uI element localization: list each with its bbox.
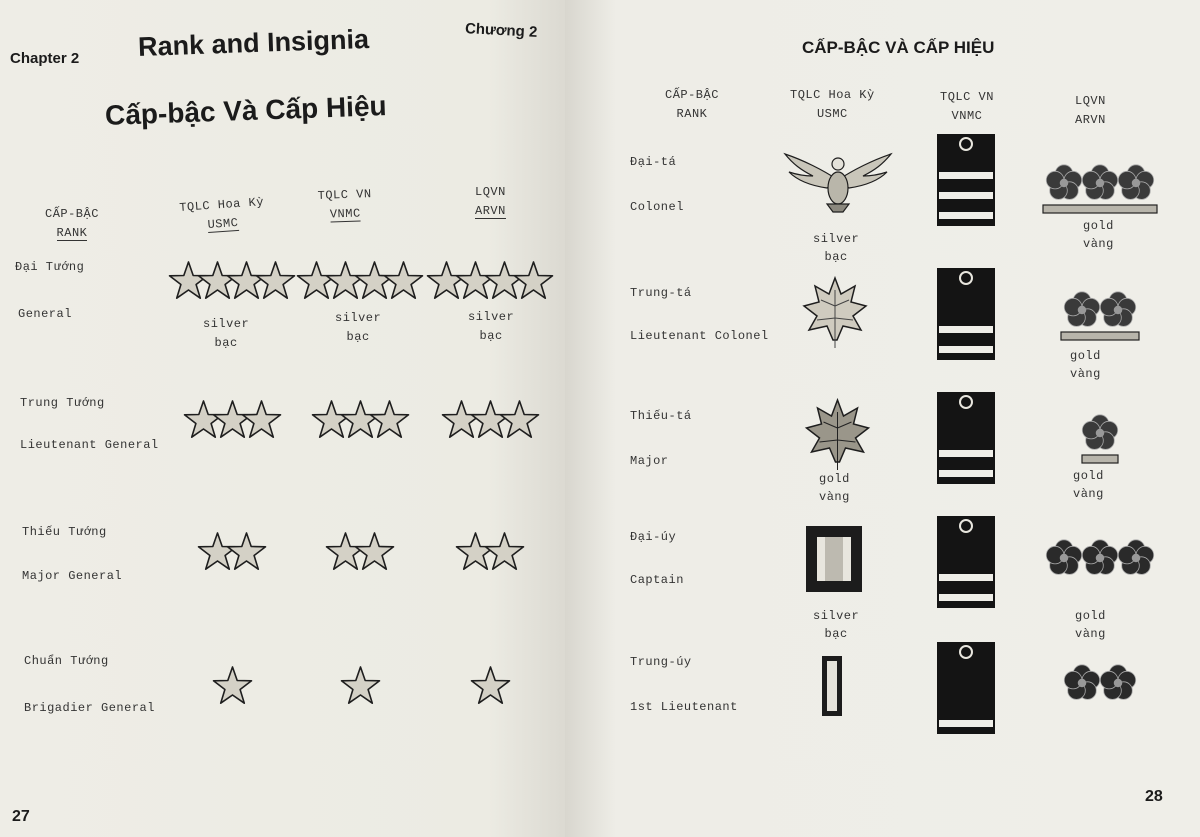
board-stripe — [939, 450, 993, 457]
star-icon — [457, 533, 495, 569]
rank-en-brig-general: Brigadier General — [24, 701, 155, 715]
board-stripe — [939, 574, 993, 581]
page-number-right: 28 — [1145, 788, 1163, 805]
gold-bar — [1061, 332, 1139, 340]
title-en: Rank and Insignia — [137, 23, 370, 63]
star-icon — [228, 533, 266, 569]
flower-center — [1114, 679, 1123, 688]
page-number-left: 27 — [12, 808, 30, 825]
star-icon — [199, 533, 237, 569]
vnmc-header: TQLC VN VNMC — [317, 187, 372, 222]
star-icon — [199, 262, 237, 298]
star-group — [326, 531, 394, 575]
board-stripe — [939, 346, 993, 353]
captain-gold-note: gold vàng — [1075, 609, 1106, 641]
star-icon — [356, 262, 394, 298]
star-icon — [213, 667, 251, 703]
arvn-header-right: LQVN ARVN — [1075, 94, 1106, 127]
star-icon — [486, 533, 524, 569]
vnmc-header-right: TQLC VN VNMC — [940, 90, 994, 123]
rank-vn-colonel: Đại-tá — [630, 155, 677, 169]
star-group — [442, 399, 539, 443]
oak-leaf-gold-insignia — [803, 398, 873, 473]
rank-vn-major: Thiếu-tá — [630, 409, 692, 423]
vnmc-silver-note: silver bạc — [335, 311, 382, 344]
usmc-header: TQLC Hoa Kỳ USMC — [178, 195, 265, 233]
board-stripe — [939, 326, 993, 333]
shoulder-board — [935, 264, 997, 362]
flower-center — [1096, 429, 1105, 438]
board-stripe — [939, 720, 993, 727]
rank-en-maj-general: Major General — [22, 569, 123, 583]
star-icon — [312, 401, 350, 437]
rank-en-major: Major — [630, 454, 669, 468]
rank-en-lt-colonel: Lieutenant Colonel — [630, 329, 769, 343]
colonel-gold-note: gold vàng — [1083, 219, 1114, 251]
arvn-flower-group — [1040, 292, 1160, 352]
rank-en-captain: Captain — [630, 573, 684, 587]
board-stripe — [939, 212, 993, 219]
star-group — [456, 531, 524, 575]
flower-center — [1078, 306, 1087, 315]
star-icon — [298, 262, 336, 298]
shoulder-board — [935, 130, 997, 228]
major-gold-note: gold vàng — [819, 472, 850, 504]
rank-vn-lt-general: Trung Tướng — [20, 396, 105, 410]
star-icon — [385, 262, 423, 298]
star-icon — [428, 262, 466, 298]
star-icon — [442, 401, 480, 437]
star-icon — [228, 262, 266, 298]
rank-en-colonel: Colonel — [630, 200, 684, 214]
usmc-header-right: TQLC Hoa Kỳ USMC — [790, 88, 875, 121]
gold-bar — [1043, 205, 1157, 213]
colonel-silver-note: silver bạc — [813, 232, 860, 264]
star-icon — [471, 667, 509, 703]
single-bar-insignia — [821, 655, 843, 717]
star-icon — [486, 262, 524, 298]
star-icon — [213, 401, 251, 437]
board-stripe — [939, 470, 993, 477]
major-arvn-gold-note: gold vàng — [1073, 469, 1104, 501]
flower-center — [1132, 179, 1141, 188]
star-group — [169, 260, 295, 304]
star-icon — [341, 401, 379, 437]
right-page — [565, 0, 1200, 837]
gold-bar — [1082, 455, 1118, 463]
star-icon — [327, 533, 365, 569]
oak-leaf-silver-insignia — [803, 276, 868, 351]
arvn-silver-note: silver bạc — [468, 310, 515, 343]
lt-colonel-gold-note: gold vàng — [1070, 349, 1101, 381]
flower-center — [1096, 554, 1105, 563]
rank-en-lt-general: Lieutenant General — [20, 438, 159, 452]
arvn-flower-group — [1040, 665, 1160, 725]
flower-center — [1114, 306, 1123, 315]
board-stripe — [939, 192, 993, 199]
star-icon — [257, 262, 295, 298]
star-icon — [457, 262, 495, 298]
rank-header: CẤP-BẬC RANK — [45, 207, 99, 240]
chapter-label: Chapter 2 — [10, 50, 80, 67]
flower-center — [1078, 679, 1087, 688]
board-stripe — [939, 594, 993, 601]
star-icon — [500, 401, 538, 437]
star-group — [198, 531, 266, 575]
right-title: CẤP-BẬC VÀ CẤP HIỆU — [802, 38, 995, 57]
star-group — [427, 260, 553, 304]
star-icon — [341, 667, 379, 703]
chuong-label: Chương 2 — [464, 20, 538, 41]
arvn-flower-group — [1040, 540, 1160, 600]
star-icon — [471, 401, 509, 437]
captain-silver-note: silver bạc — [813, 609, 860, 641]
star-group — [213, 665, 252, 709]
shoulder-board — [935, 388, 997, 486]
rank-vn-brig-general: Chuẩn Tướng — [24, 654, 109, 668]
double-bar-insignia — [805, 525, 863, 593]
rank-vn-captain: Đại-úy — [630, 530, 677, 544]
flower-center — [1132, 554, 1141, 563]
star-icon — [327, 262, 365, 298]
arvn-flower-group — [1040, 415, 1160, 475]
rank-vn-general: Đại Tướng — [15, 260, 85, 274]
star-group — [471, 665, 510, 709]
star-icon — [170, 262, 208, 298]
left-page — [0, 0, 575, 837]
rank-en-general: General — [18, 307, 72, 321]
star-group — [184, 399, 281, 443]
flower-center — [1060, 554, 1069, 563]
star-group — [312, 399, 409, 443]
shoulder-board — [935, 512, 997, 610]
arvn-flower-group — [1040, 165, 1160, 225]
star-icon — [184, 401, 222, 437]
rank-vn-1st-lt: Trung-úy — [630, 655, 692, 669]
flower-center — [1096, 179, 1105, 188]
board-stripe — [939, 172, 993, 179]
rank-vn-lt-colonel: Trung-tá — [630, 286, 692, 300]
title-vn: Cấp-bậc Và Cấp Hiệu — [104, 90, 388, 131]
rank-header-right: CẤP-BẬC RANK — [665, 88, 719, 121]
eagle-insignia — [783, 150, 893, 214]
usmc-silver-note: silver bạc — [203, 317, 250, 350]
star-icon — [370, 401, 408, 437]
star-group — [297, 260, 423, 304]
rank-vn-maj-general: Thiếu Tướng — [22, 525, 107, 539]
flower-center — [1060, 179, 1069, 188]
rank-en-1st-lt: 1st Lieutenant — [630, 700, 738, 714]
star-group — [341, 665, 380, 709]
arvn-header: LQVN ARVN — [475, 185, 506, 218]
star-icon — [242, 401, 280, 437]
star-icon — [356, 533, 394, 569]
shoulder-board — [935, 638, 997, 736]
star-icon — [515, 262, 553, 298]
